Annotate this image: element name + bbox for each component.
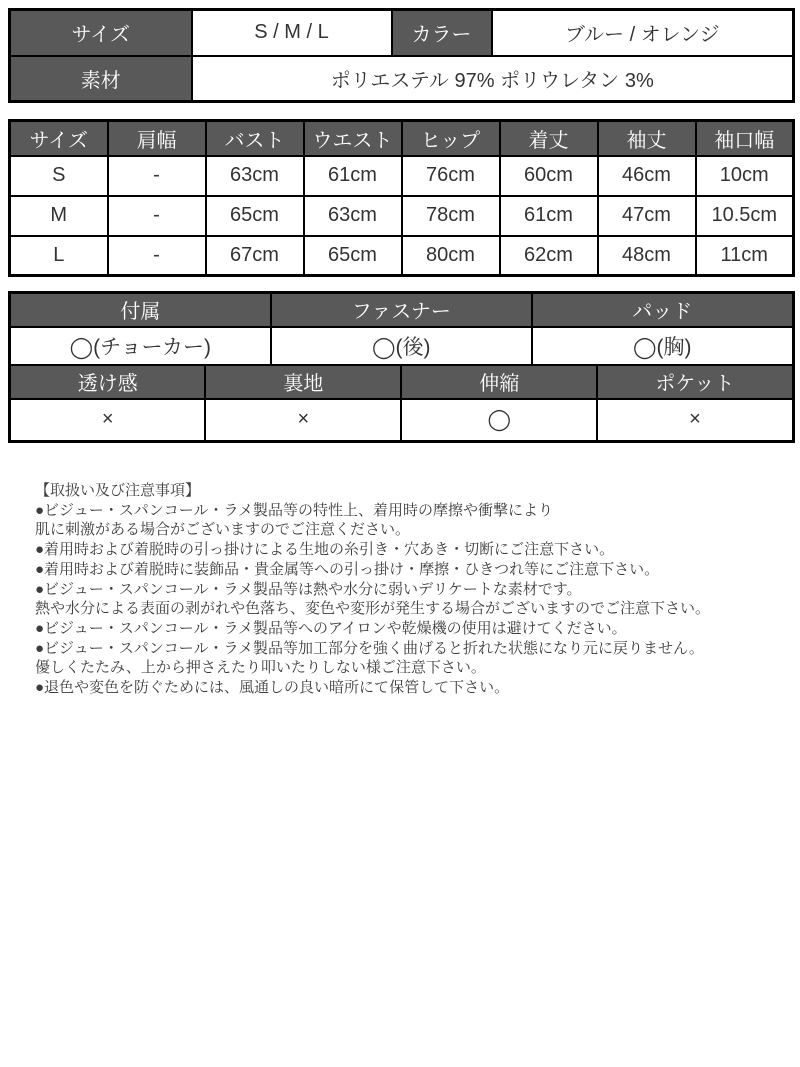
measurements-table [8,119,795,277]
cell: 65cm [304,236,402,276]
cell: 61cm [500,196,598,236]
col-header-stretch: 伸縮 [401,365,597,399]
col-header-lining: 裏地 [205,365,401,399]
cell: 46cm [598,156,696,196]
cell: 63cm [206,156,304,196]
features-value-row-1 [10,327,794,365]
cell: 10cm [696,156,794,196]
care-note-line: 熱や水分による表面の剥がれや色落ち、変色や変形が発生する場合がございますのでご注意下さい。 [35,600,711,618]
cell: 11cm [696,236,794,276]
cell: 67cm [206,236,304,276]
care-note-line: ●ビジュー・スパンコール・ラメ製品等は熱や水分に弱いデリケートな素材です。 [35,580,582,598]
care-notes-section [35,481,775,698]
material-value-cell: ポリエステル 97% ポリウレタン 3% [192,56,794,102]
cell: 62cm [500,236,598,276]
cell: 48cm [598,236,696,276]
table-row-size-m [10,196,794,236]
features-header-row-1 [10,293,794,327]
care-note-line: ●着用時および着脱時に装飾品・貴金属等への引っ掛け・摩擦・ひきつれ等にご注意下さい。 [35,560,660,578]
features-table [8,291,795,443]
cell: 10.5cm [696,196,794,236]
care-note-line: ●ビジュー・スパンコール・ラメ製品等へのアイロンや乾燥機の使用は避けてください。 [35,619,627,637]
cell: 65cm [206,196,304,236]
cell: 61cm [304,156,402,196]
care-note-line: ●ビジュー・スパンコール・ラメ製品等加工部分を強く曲げると折れた状態になり元に戻りません。 [35,639,704,657]
care-note-line: ●退色や変色を防ぐためには、風通しの良い暗所にて保管して下さい。 [35,679,510,697]
accessory-value-cell: ◯(チョーカー) [10,327,271,365]
care-note-line: ●着用時および着脱時の引っ掛けによる生地の糸引き・穴あき・切断にご注意下さい。 [35,541,615,559]
color-label-cell: カラー [392,10,492,56]
stretch-value-cell: ◯ [401,399,597,442]
col-header-sheerness: 透け感 [10,365,206,399]
pocket-value-cell: × [597,399,793,442]
care-note-line: 優しくたたみ、上から押さえたり叩いたりしない様ご注意下さい。 [35,659,486,677]
col-header-pad: パッド [532,293,793,327]
col-header-size: サイズ [10,121,108,156]
col-header-length: 着丈 [500,121,598,156]
col-header-pocket: ポケット [597,365,793,399]
cell: 60cm [500,156,598,196]
table-row-size-l [10,236,794,276]
material-label-cell: 素材 [10,56,192,102]
color-value-cell: ブルー / オレンジ [492,10,794,56]
fastener-value-cell: ◯(後) [271,327,532,365]
features-header-row-2 [10,365,794,399]
care-note-line: ●ビジュー・スパンコール・ラメ製品等の特性上、着用時の摩擦や衝撃により [35,501,554,519]
cell: - [108,236,206,276]
cell: 47cm [598,196,696,236]
features-value-row-2 [10,399,794,442]
col-header-fastener: ファスナー [271,293,532,327]
sheerness-value-cell: × [10,399,206,442]
size-label-cell: サイズ [10,10,192,56]
col-header-hip: ヒップ [402,121,500,156]
cell: - [108,196,206,236]
measurements-header-row [10,121,794,156]
cell: L [10,236,108,276]
col-header-sleeve: 袖丈 [598,121,696,156]
size-value-cell: S / M / L [192,10,392,56]
cell: - [108,156,206,196]
care-notes-title: 【取扱い及び注意事項】 [35,482,201,499]
col-header-shoulder: 肩幅 [108,121,206,156]
cell: 63cm [304,196,402,236]
col-header-cuff: 袖口幅 [696,121,794,156]
care-note-line: 肌に刺激がある場合がございますのでご注意ください。 [35,521,411,539]
col-header-bust: バスト [206,121,304,156]
col-header-waist: ウエスト [304,121,402,156]
size-color-material-table [8,8,795,103]
cell: 78cm [402,196,500,236]
cell: M [10,196,108,236]
table-row-size-s [10,156,794,196]
lining-value-cell: × [205,399,401,442]
cell: 80cm [402,236,500,276]
cell: 76cm [402,156,500,196]
pad-value-cell: ◯(胸) [532,327,793,365]
cell: S [10,156,108,196]
col-header-accessory: 付属 [10,293,271,327]
